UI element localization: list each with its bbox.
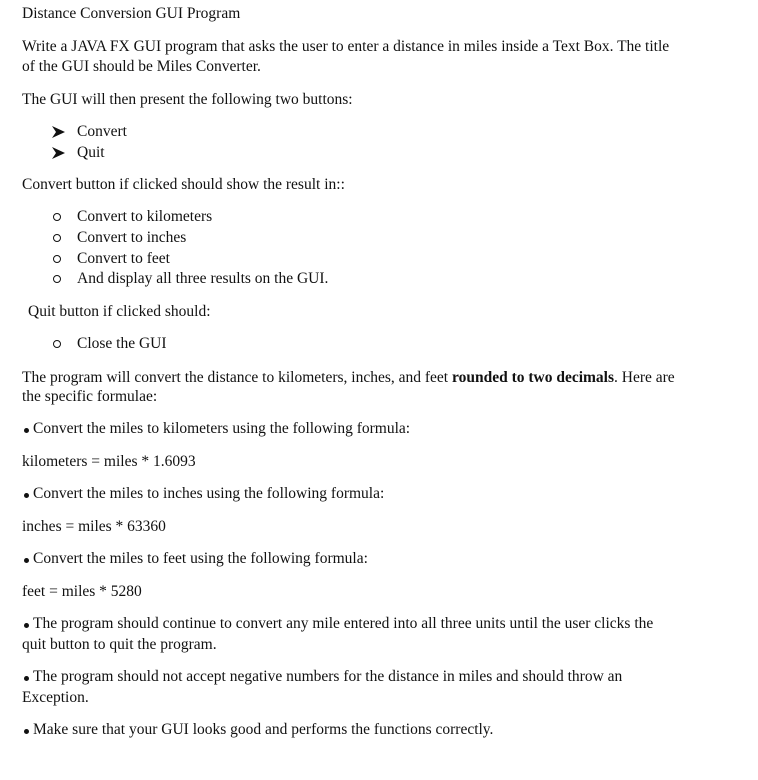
list-item: Close the GUI — [77, 335, 167, 352]
arrow-bullet-icon — [51, 125, 66, 139]
note-line-1: The program should continue to convert any mile entered into all three units until the user clicks the — [33, 615, 654, 632]
list-item: Convert to feet — [77, 250, 170, 267]
arrow-bullet-icon — [51, 146, 66, 160]
formula-description: Convert the miles to inches using the following formula: — [33, 485, 385, 502]
intro-line-1: Write a JAVA FX GUI program that asks the user to enter a distance in miles inside a Text Box. The title — [22, 38, 670, 55]
list-item: Convert to inches — [77, 229, 187, 246]
note-line-2: quit button to quit the program. — [22, 636, 217, 653]
formula: inches = miles * 63360 — [22, 518, 166, 535]
bullet-icon — [24, 428, 29, 433]
list-item: And display all three results on the GUI. — [77, 270, 329, 287]
list-item-convert-button: Convert — [77, 123, 127, 140]
document-title: Distance Conversion GUI Program — [22, 5, 241, 22]
note-line-2: Exception. — [22, 689, 89, 706]
formula: feet = miles * 5280 — [22, 583, 142, 600]
quit-intro: Quit button if clicked should: — [28, 303, 211, 320]
program-line-1: The program will convert the distance to kilometers, inches, and feet rounded to two decimals. Here are — [22, 369, 675, 386]
note-line-1: Make sure that your GUI looks good and performs the functions correctly. — [33, 721, 494, 738]
bullet-icon — [24, 623, 29, 628]
circle-bullet-icon — [53, 275, 61, 283]
bullet-icon — [24, 729, 29, 734]
formula-description: Convert the miles to feet using the following formula: — [33, 550, 368, 567]
list-item-quit-button: Quit — [77, 144, 105, 161]
circle-bullet-icon — [53, 213, 61, 221]
buttons-intro: The GUI will then present the following two buttons: — [22, 91, 353, 108]
program-line-2: the specific formulae: — [22, 388, 158, 405]
intro-line-2: of the GUI should be Miles Converter. — [22, 58, 261, 75]
circle-bullet-icon — [53, 255, 61, 263]
bullet-icon — [24, 558, 29, 563]
convert-intro: Convert button if clicked should show the result in:: — [22, 176, 345, 193]
note-line-1: The program should not accept negative numbers for the distance in miles and should throw an — [33, 668, 623, 685]
circle-bullet-icon — [53, 234, 61, 242]
formula: kilometers = miles * 1.6093 — [22, 453, 196, 470]
formula-description: Convert the miles to kilometers using the following formula: — [33, 420, 411, 437]
list-item: Convert to kilometers — [77, 208, 213, 225]
circle-bullet-icon — [53, 340, 61, 348]
bullet-icon — [24, 493, 29, 498]
emphasis-rounding: rounded to two decimals — [451, 369, 615, 386]
bullet-icon — [24, 676, 29, 681]
